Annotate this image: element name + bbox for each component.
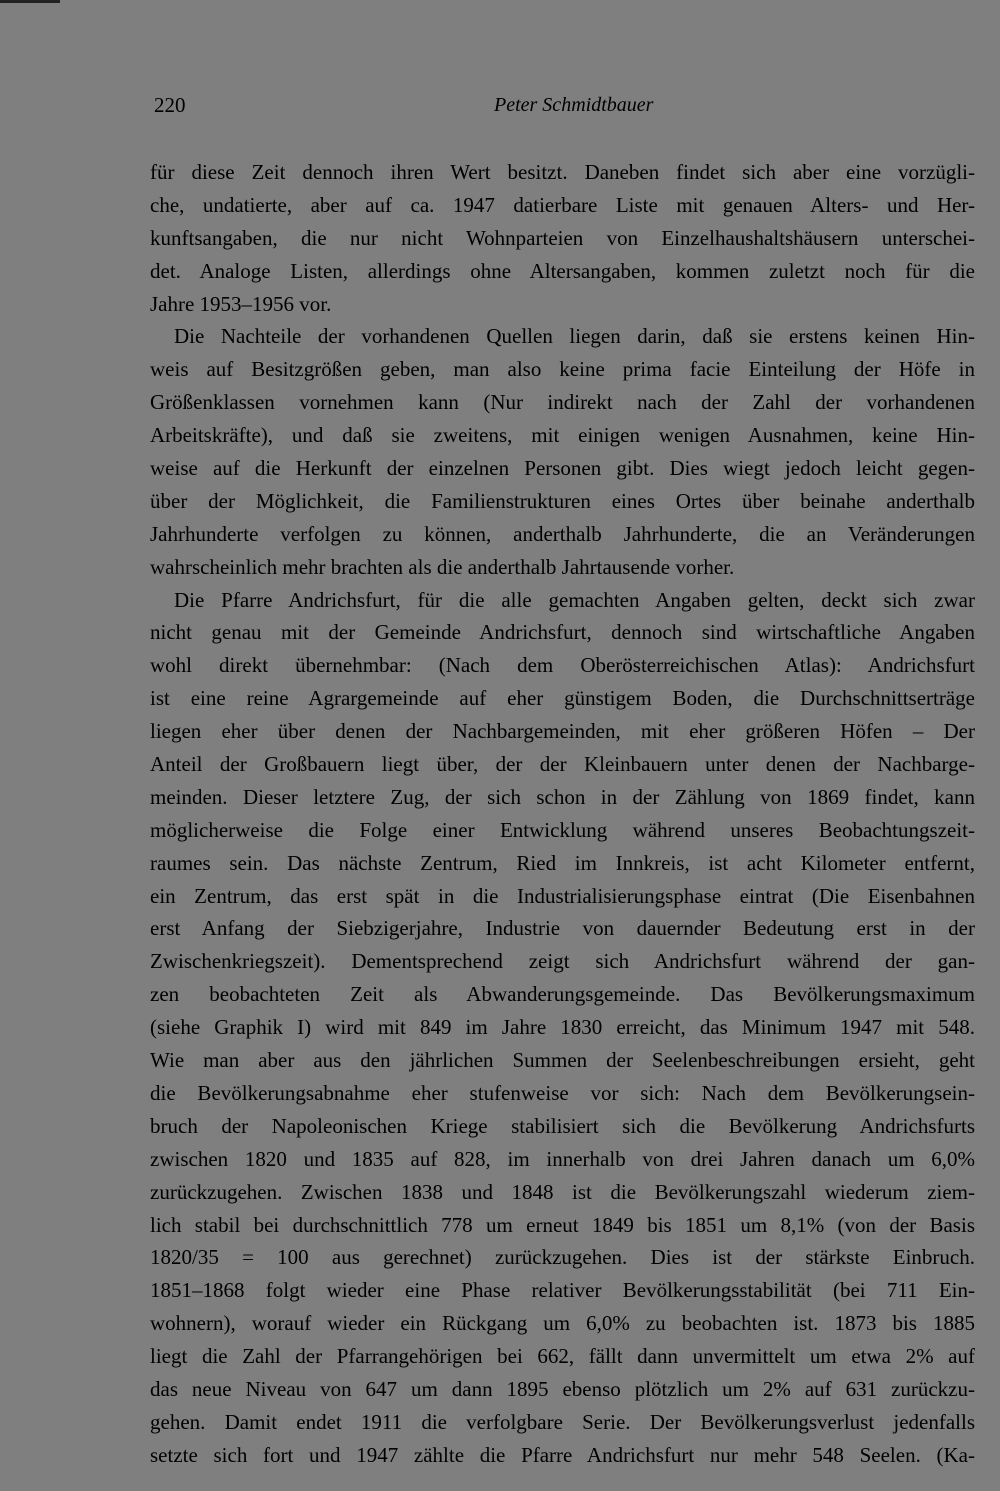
text-line: wohl direkt übernehmbar: (Nach dem Oberösterreichischen Atlas): Andrichsfurt [150, 653, 975, 678]
page-number: 220 [154, 93, 186, 117]
text-line: zwischen 1820 und 1835 auf 828, im innerhalb von drei Jahren danach um 6,0% [150, 1146, 975, 1171]
text-line: erst Anfang der Siebzigerjahre, Industrie von dauernder Bedeutung erst in der [150, 916, 975, 941]
text-line: nicht genau mit der Gemeinde Andrichsfurt, dennoch sind wirtschaftliche Angaben [150, 620, 975, 645]
text-line: wohnern), worauf wieder ein Rückgang um 6,0% zu beobachten ist. 1873 bis 1885 [150, 1311, 975, 1336]
text-line: Wie man aber aus den jährlichen Summen der Seelenbeschreibungen ersieht, geht [150, 1048, 975, 1073]
text-line: setzte sich fort und 1947 zählte die Pfarre Andrichsfurt nur mehr 548 Seelen. (Ka- [150, 1442, 975, 1467]
text-line: (siehe Graphik I) wird mit 849 im Jahre 1830 erreicht, das Minimum 1947 mit 548. [150, 1015, 975, 1040]
text-line: möglicherweise die Folge einer Entwicklung während unseres Beobachtungszeit- [150, 817, 975, 842]
text-line: det. Analoge Listen, allerdings ohne Altersangaben, kommen zuletzt noch für die [150, 258, 975, 283]
running-head-author: Peter Schmidtbauer [494, 94, 654, 116]
text-line: zurückzugehen. Zwischen 1838 und 1848 ist die Bevölkerungszahl wiederum ziem- [150, 1179, 975, 1204]
text-line: che, undatierte, aber auf ca. 1947 datierbare Liste mit genauen Alters- und Her- [150, 192, 975, 217]
page-header [154, 93, 974, 123]
text-line: Größenklassen vornehmen kann (Nur indirekt nach der Zahl der vorhandenen [150, 390, 975, 415]
text-line: meinden. Dieser letztere Zug, der sich schon in der Zählung von 1869 findet, kann [150, 784, 975, 809]
scan-edge-mark [0, 0, 60, 3]
text-line: Die Pfarre Andrichsfurt, für die alle gemachten Angaben gelten, deckt sich zwar [174, 587, 975, 612]
text-line: wahrscheinlich mehr brachten als die anderthalb Jahrtausende vorher. [150, 554, 735, 579]
text-line: das neue Niveau von 647 um dann 1895 ebenso plötzlich um 2% auf 631 zurückzu- [150, 1376, 975, 1401]
text-line: die Bevölkerungsabnahme eher stufenweise vor sich: Nach dem Bevölkerungsein- [150, 1080, 975, 1105]
text-line: ist eine reine Agrargemeinde auf eher günstigem Boden, die Durchschnittserträge [150, 686, 975, 711]
text-line: für diese Zeit dennoch ihren Wert besitzt. Daneben findet sich aber eine vorzügli- [150, 160, 975, 184]
text-line: 1820/35 = 100 aus gerechnet) zurückzugehen. Dies ist der stärkste Einbruch. [150, 1245, 975, 1270]
text-line: Anteil der Großbauern liegt über, der der Kleinbauern unter denen der Nachbarge- [150, 752, 975, 777]
text-line: Jahrhunderte verfolgen zu können, anderthalb Jahrhunderte, die an Veränderungen [150, 521, 975, 546]
text-line: zen beobachteten Zeit als Abwanderungsgemeinde. Das Bevölkerungsmaximum [150, 982, 975, 1007]
body-text [150, 156, 975, 1472]
text-line: weise auf die Herkunft der einzelnen Personen gibt. Dies wiegt jedoch leicht gegen- [150, 456, 975, 481]
text-line: liegt die Zahl der Pfarrangehörigen bei 662, fällt dann unvermittelt um etwa 2% auf [150, 1344, 975, 1369]
text-line: raumes sein. Das nächste Zentrum, Ried im Innkreis, ist acht Kilometer entfernt, [150, 850, 975, 875]
text-line: 1851–1868 folgt wieder eine Phase relativer Bevölkerungsstabilität (bei 711 Ein- [150, 1278, 975, 1303]
text-line: lich stabil bei durchschnittlich 778 um erneut 1849 bis 1851 um 8,1% (von der Basis [150, 1212, 975, 1237]
text-line: kunftsangaben, die nur nicht Wohnparteien von Einzelhaushaltshäusern unterschei- [150, 225, 975, 250]
text-line: Zwischenkriegszeit). Dementsprechend zeigt sich Andrichsfurt während der gan- [150, 949, 975, 974]
text-line: Arbeitskräfte), und daß sie zweitens, mit einigen wenigen Ausnahmen, keine Hin- [150, 423, 975, 448]
text-line: gehen. Damit endet 1911 die verfolgbare Serie. Der Bevölkerungsverlust jedenfalls [150, 1409, 975, 1434]
text-line: über der Möglichkeit, die Familienstrukturen eines Ortes über beinahe anderthalb [150, 488, 975, 513]
text-line: liegen eher über denen der Nachbargemeinden, mit eher größeren Höfen – Der [150, 719, 975, 744]
text-line: ein Zentrum, das erst spät in die Industrialisierungsphase eintrat (Die Eisenbahnen [150, 883, 975, 908]
text-line: Die Nachteile der vorhandenen Quellen liegen darin, daß sie erstens keinen Hin- [174, 324, 975, 349]
text-line: Jahre 1953–1956 vor. [150, 291, 332, 316]
text-line: weis auf Besitzgrößen geben, man also keine prima facie Einteilung der Höfe in [150, 357, 975, 382]
text-line: bruch der Napoleonischen Kriege stabilisiert sich die Bevölkerung Andrichsfurts [150, 1113, 975, 1138]
